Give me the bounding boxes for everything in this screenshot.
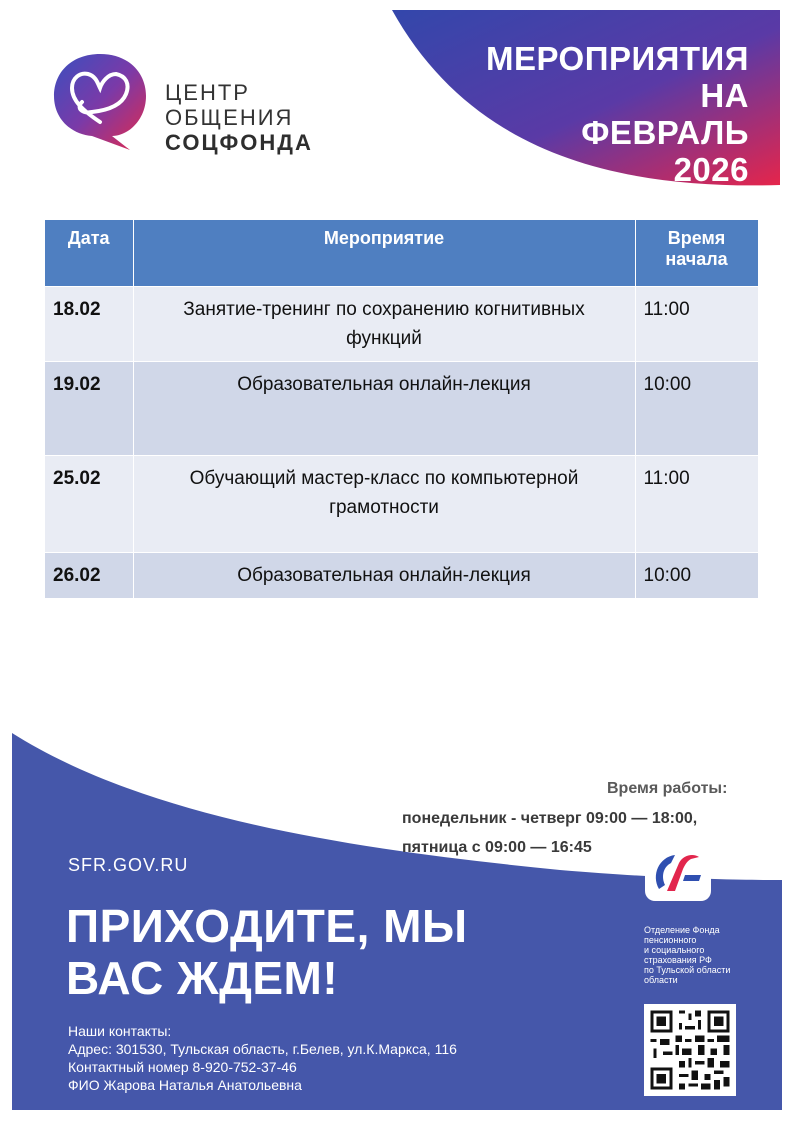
contacts-person: ФИО Жарова Наталья Анатольевна: [68, 1077, 302, 1093]
event-line: Образовательная онлайн-лекция: [237, 565, 531, 586]
table-row: [45, 287, 758, 362]
work-hours-line: понедельник - четверг 09:00 — 18:00,: [402, 810, 698, 827]
qr-code-icon[interactable]: [644, 1004, 736, 1096]
contacts-phone: Контактный номер 8-920-752-37-46: [68, 1059, 297, 1075]
logo-line: ЦЕНТР: [165, 80, 250, 105]
slogan: [66, 900, 468, 1004]
sfr-caption-line: и социального: [644, 945, 705, 955]
event-cell: [133, 287, 635, 362]
sfr-caption-line: области: [644, 975, 678, 985]
event-line: Обучающий мастер-класс по компьютерной: [189, 468, 579, 489]
time-cell: 11:00: [635, 287, 758, 362]
header-time-line: начала: [665, 249, 728, 269]
title-line: НА: [700, 77, 749, 114]
date-cell: 25.02: [45, 456, 133, 553]
header-event: Мероприятие: [133, 220, 635, 287]
time-cell: 10:00: [635, 362, 758, 456]
work-hours-line: пятница с 09:00 — 16:45: [402, 839, 592, 856]
sfr-caption-line: пенсионного: [644, 935, 697, 945]
sfr-caption-line: Отделение Фонда: [644, 925, 720, 935]
header-time-line: Время: [667, 228, 726, 248]
event-cell: [133, 553, 635, 599]
table-row: [45, 456, 758, 553]
date-cell: 19.02: [45, 362, 133, 456]
date-cell: 18.02: [45, 287, 133, 362]
work-hours-title: Время работы:: [607, 780, 728, 797]
title-line: ФЕВРАЛЬ: [581, 114, 749, 151]
sfr-caption: [644, 925, 744, 985]
event-line: функций: [346, 328, 422, 349]
logo-line: ОБЩЕНИЯ: [165, 105, 294, 130]
event-line: Занятие-тренинг по сохранению когнитивных: [183, 299, 585, 320]
header-time: [635, 220, 758, 287]
title-line: 2026: [673, 151, 749, 188]
events-table: [45, 220, 759, 598]
date-cell: 26.02: [45, 553, 133, 599]
event-line: грамотности: [329, 497, 439, 518]
sfr-caption-line: страхования РФ: [644, 955, 712, 965]
slogan-line: ВАС ЖДЕМ!: [66, 952, 339, 1004]
event-cell: [133, 362, 635, 456]
contacts-address: Адрес: 301530, Тульская область, г.Белев, ул.К.Маркса, 116: [68, 1041, 457, 1057]
contacts: [68, 1022, 457, 1094]
sfr-logo-icon: [645, 845, 711, 901]
table-row: [45, 362, 758, 456]
title-line: МЕРОПРИЯТИЯ: [485, 40, 749, 77]
site-link[interactable]: SFR.GOV.RU: [68, 855, 189, 875]
heart-speech-logo-icon: [52, 50, 148, 150]
sfr-caption-line: по Тульской области: [644, 965, 731, 975]
contacts-title: Наши контакты:: [68, 1023, 172, 1039]
time-cell: 11:00: [635, 456, 758, 553]
header-date: Дата: [45, 220, 133, 287]
page-title: [486, 40, 749, 188]
time-cell: 10:00: [635, 553, 758, 599]
event-cell: [133, 456, 635, 553]
slogan-line: ПРИХОДИТЕ, МЫ: [66, 900, 468, 952]
logo-text: [165, 80, 313, 155]
logo-line: СОЦФОНДА: [165, 130, 313, 155]
table-header-row: [45, 220, 758, 287]
table-row: [45, 553, 758, 599]
event-line: Образовательная онлайн-лекция: [237, 374, 531, 395]
